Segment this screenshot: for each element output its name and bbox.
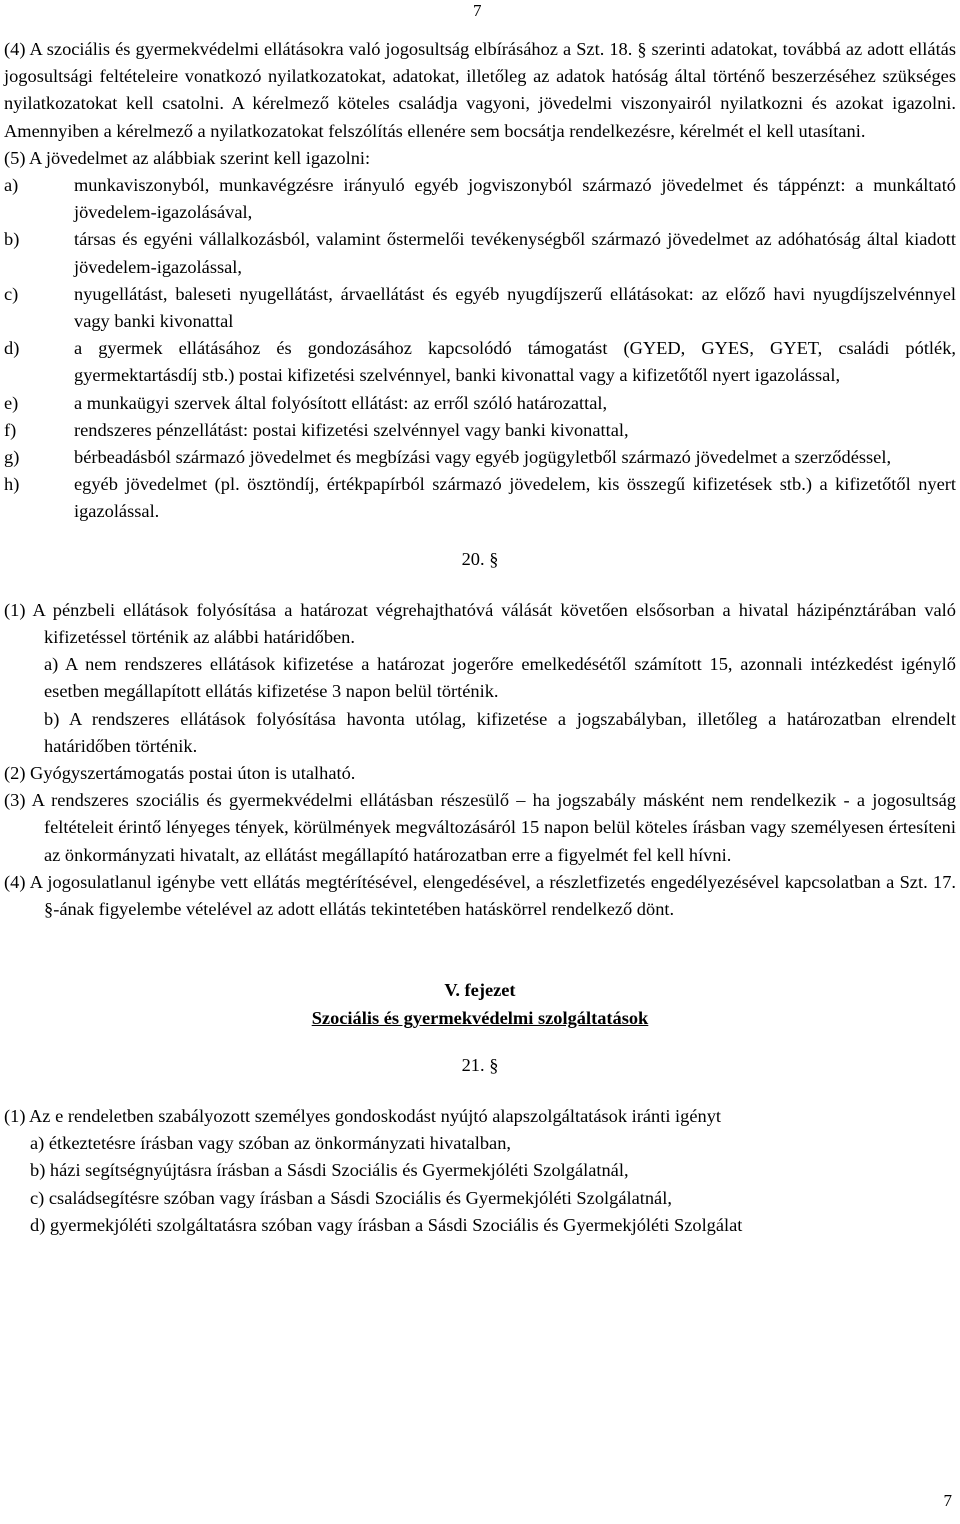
s20-paragraph-1-b: b) A rendszeres ellátások folyósítása havonta utólag, kifizetése a jogszabályban, illetőleg a határozatban elrendelt határidőben történik. — [44, 708, 956, 756]
list-item-label: g) — [4, 447, 20, 468]
section-heading-21: 21. § — [461, 1054, 499, 1075]
list-item-label: a) — [4, 175, 19, 196]
list-item — [4, 226, 956, 280]
s19-paragraph-4: (4) A szociális és gyermekvédelmi ellátásokra való jogosultság elbírásához a Szt. 18. § szerinti adatokat, továbbá az adott ellátás jogosultsági feltételeire vonatkozó nyilatkozatokat, adatokat, illetőleg az adatok hatóság által történő beszerzéséhez szükséges nyilatkozatokat kell csatolni. A kérelmező köteles családja vagyoni, jövedelmi viszonyairól nyilatkozni és azokat igazolni. Amennyiben a kérelmező a nyilatkozatokat felszólítás ellenére sem bocsátja rendelkezésre, kérelmét el kell utasítani. — [4, 39, 956, 141]
list-item — [4, 444, 956, 471]
document-body — [4, 36, 956, 1239]
list-item — [4, 390, 956, 417]
section-heading-20: 20. § — [461, 548, 499, 569]
list-item-text: bérbeadásból származó jövedelmet és megbízási vagy egyéb jogügyletből származó jövedelmet a szerződéssel, — [74, 447, 892, 468]
list-item-label: d) — [4, 338, 20, 359]
page-number-bottom: 7 — [943, 1491, 952, 1510]
list-item — [4, 335, 956, 389]
chapter-subtitle-text: Szociális és gyermekvédelmi szolgáltatások — [311, 1007, 649, 1028]
list-item: d) gyermekjóléti szolgáltatásra szóban vagy írásban a Sásdi Szociális és Gyermekjóléti Szolgálat — [30, 1214, 743, 1235]
list-item-label: f) — [4, 419, 17, 440]
list-item-text: egyéb jövedelmet (pl. ösztöndíj, értékpapírból származó jövedelem, kis összegű kifizetések stb.) a kifizetőtől nyert igazolással. — [74, 474, 956, 522]
s20-paragraph-1-a: a) A nem rendszeres ellátások kifizetése a határozat jogerőre emelkedésétől számított 15, azonnali intézkedést igénylő esetben megállapított ellátás kifizetése 3 napon belül történik. — [44, 654, 956, 702]
list-item — [4, 172, 956, 226]
list-item-text: rendszeres pénzellátást: postai kifizetési szelvénnyel vagy banki kivonattal, — [74, 419, 629, 440]
s20-paragraph-2: (2) Gyógyszertámogatás postai úton is utalható. — [4, 763, 356, 784]
list-item — [4, 281, 956, 335]
list-item-label: e) — [4, 392, 19, 413]
list-item: c) családsegítésre szóban vagy írásban a Sásdi Szociális és Gyermekjóléti Szolgálatnál, — [30, 1187, 672, 1208]
s20-paragraph-3: (3) A rendszeres szociális és gyermekvédelmi ellátásban részesülő – ha jogszabály másként nem rendelkezik - a jogosultság feltételeit érintő lényeges tények, körülmények megváltozásáról 15 napon belül köteles írásban vagy személyesen értesíteni az önkormányzati hivatalt, az ellátást megállapító határozatban erre a figyelmét fel kell hívni. — [4, 790, 956, 865]
s21-paragraph-1: (1) Az e rendeletben szabályozott személyes gondoskodást nyújtó alapszolgáltatások iránti igényt — [4, 1105, 722, 1126]
list-item-text: nyugellátást, baleseti nyugellátást, árvaellátást és egyéb nyugdíjszerű ellátásokat: az előző havi nyugdíjszelvénnyel vagy banki kivonattal — [74, 283, 956, 332]
s20-paragraph-4: (4) A jogosulatlanul igénybe vett ellátás megtérítésével, elengedésével, a részletfizetés engedélyezésével kapcsolatban a Szt. 17. §-ának figyelembe vételével az adott ellátás tekintetében hatáskörrel rendelkező dönt. — [4, 871, 956, 920]
s20-paragraph-1: (1) A pénzbeli ellátások folyósítása a határozat végrehajthatóvá válását követően elsősorban a hivatal házipénztárában való kifizetéssel történik az alábbi határidőben. — [4, 599, 956, 648]
list-item-text: a munkaügyi szervek által folyósított ellátást: az erről szóló határozattal, — [74, 392, 608, 413]
s19-paragraph-5-intro: (5) A jövedelmet az alábbiak szerint kell igazolni: — [4, 147, 371, 168]
income-proof-list — [4, 172, 956, 526]
list-item-label: c) — [4, 283, 19, 304]
chapter-subtitle — [4, 1005, 956, 1032]
list-item — [4, 471, 956, 525]
chapter-title: V. fejezet — [444, 980, 516, 1001]
list-item-label: b) — [4, 229, 20, 250]
list-item-text: munkaviszonyból, munkavégzésre irányuló egyéb jogviszonyból származó jövedelmet és táppénzt: a munkáltató jövedelem-igazolásával, — [74, 175, 956, 223]
page-number-top: 7 — [473, 1, 482, 20]
list-item — [4, 417, 956, 444]
service-request-list — [4, 1130, 956, 1239]
list-item: b) házi segítségnyújtásra írásban a Sásdi Szociális és Gyermekjóléti Szolgálatnál, — [30, 1160, 629, 1181]
list-item-text: a gyermek ellátásához és gondozásához kapcsolódó támogatást (GYED, GYES, GYET, családi pótlék, gyermektartásdíj stb.) postai kifizetési szelvénnyel, banki kivonattal vagy a kifizetőtől nyert igazolással, — [74, 338, 956, 386]
list-item-label: h) — [4, 474, 20, 495]
list-item-text: társas és egyéni vállalkozásból, valamint őstermelői tevékenységből származó jövedelmet az adóhatóság által kiadott jövedelem-igazolással, — [74, 229, 956, 277]
list-item: a) étkeztetésre írásban vagy szóban az önkormányzati hivatalban, — [30, 1133, 512, 1154]
